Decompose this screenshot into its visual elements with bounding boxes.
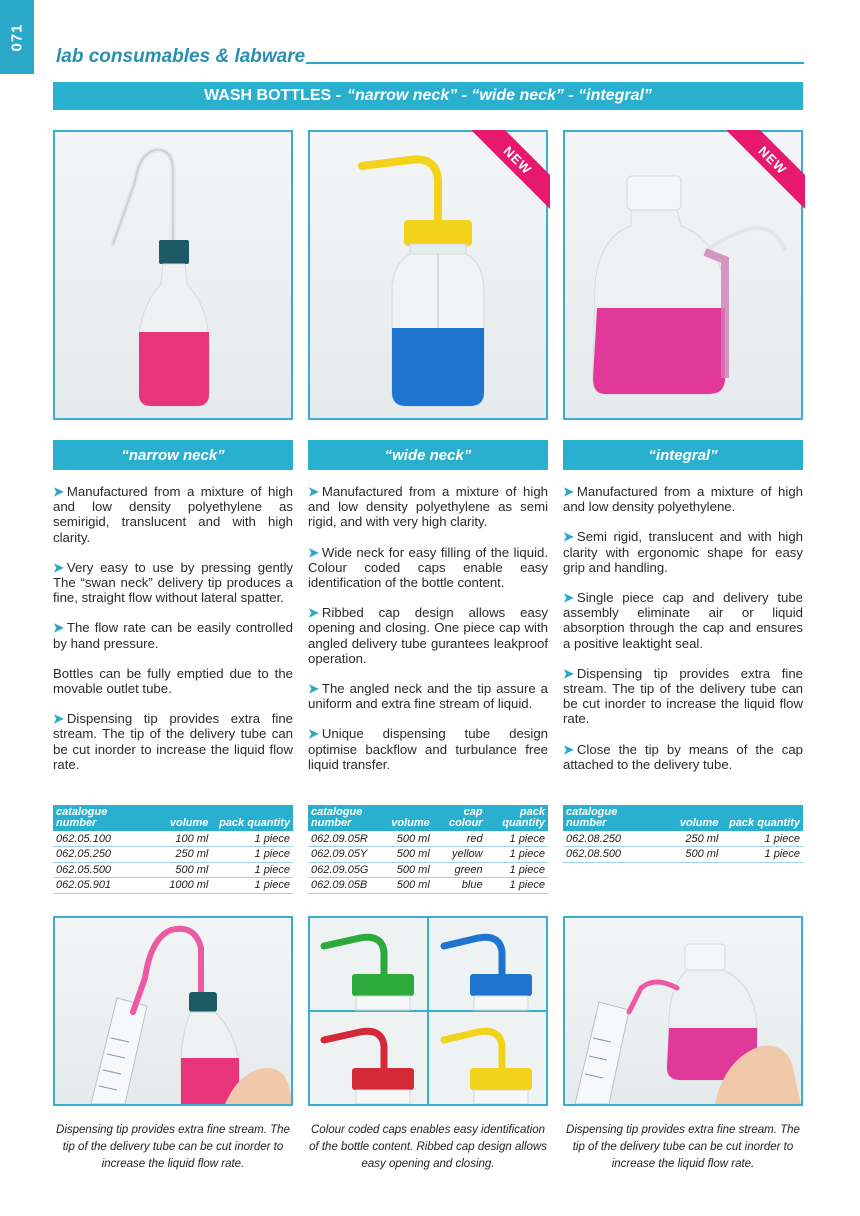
table-row: 062.09.05R 500 ml red 1 piece: [308, 831, 548, 847]
arrow-icon: ➤: [308, 484, 319, 499]
table-row: 062.09.05B 500 ml blue 1 piece: [308, 878, 548, 894]
arrow-icon: ➤: [308, 726, 319, 742]
arrow-icon: ➤: [308, 681, 319, 697]
table-row: 062.08.250 250 ml 1 piece: [563, 831, 803, 847]
arrow-icon: ➤: [308, 605, 319, 621]
description-paragraph: ➤ Wide neck for easy filling of the liquid. Colour coded caps enable easy identification of the bottle content.: [308, 544, 548, 591]
integral-header: “integral”: [563, 440, 803, 470]
integral-description: [563, 484, 803, 787]
table-row: 062.05.250 250 ml 1 piece: [53, 847, 293, 863]
col-cap-colour: cap colour: [433, 805, 486, 831]
arrow-icon: ➤: [563, 741, 574, 757]
col-pack-quantity: pack quantity: [211, 805, 293, 831]
section-title: lab consumables & labware: [56, 46, 306, 67]
banner-subtitle: “narrow neck” - “wide neck” - “integral”: [346, 87, 652, 104]
description-paragraph: ➤ Manufactured from a mixture of high and low density polyethylene as semi rigid, and with very high clarity.: [308, 484, 548, 530]
arrow-icon: ➤: [563, 590, 574, 606]
table-row: 062.05.100 100 ml 1 piece: [53, 831, 293, 847]
narrow-neck-caption: Dispensing tip provides extra fine stream. The tip of the delivery tube can be cut inorder to increase the liquid flow rate.: [56, 1124, 290, 1170]
description-paragraph: ➤ Unique dispensing tube design optimise backflow and turbulance free liquid transfer.: [308, 726, 548, 772]
arrow-icon: ➤: [53, 620, 64, 636]
description-paragraph: ➤ Dispensing tip provides extra fine stream. The tip of the delivery tube can be cut inorder to increase the liquid flow rate.: [563, 665, 803, 727]
description-paragraph: ➤ Single piece cap and delivery tube assembly eliminate air or liquid absorption through the cap and ensures a positive leaktight seal.: [563, 590, 803, 651]
wide-neck-caption: Colour coded caps enables easy identification of the bottle content. Ribbed cap design allows easy opening and closing.: [309, 1124, 547, 1170]
integral-usage-photo: [563, 916, 803, 1106]
table-row: 062.05.901 1000 ml 1 piece: [53, 878, 293, 894]
narrow-neck-bottle-photo: [53, 130, 293, 420]
description-paragraph: ➤ Close the tip by means of the cap attached to the delivery tube.: [563, 741, 803, 772]
table-row: 062.08.500 500 ml 1 piece: [563, 847, 803, 863]
col-pack-quantity: pack quantity: [486, 805, 548, 831]
description-paragraph: ➤ Ribbed cap design allows easy opening and closing. One piece cap with angled delivery tube gurantees leakproof operation.: [308, 605, 548, 666]
wide-neck-description: [308, 484, 548, 787]
integral-caption: Dispensing tip provides extra fine stream. The tip of the delivery tube can be cut inorder to increase the liquid flow rate.: [566, 1124, 800, 1170]
col-catalogue-number: catalogue number: [308, 805, 385, 831]
page-number: 071: [8, 22, 26, 52]
description-paragraph: ➤ Semi rigid, translucent and with high clarity with ergonomic shape for easy grip and handling.: [563, 529, 803, 575]
narrow-neck-header: “narrow neck”: [53, 440, 293, 470]
integral-catalogue-table: [563, 805, 803, 863]
arrow-icon: ➤: [563, 665, 574, 681]
narrow-neck-usage-photo: [53, 916, 293, 1106]
wide-neck-header: “wide neck”: [308, 440, 548, 470]
arrow-icon: ➤: [53, 484, 64, 499]
cap-colour-variants-photo: [308, 916, 548, 1106]
product-banner: [53, 82, 803, 110]
arrow-icon: ➤: [308, 544, 319, 560]
narrow-neck-description: [53, 484, 293, 787]
banner-title: WASH BOTTLES -: [204, 87, 341, 104]
col-volume: volume: [144, 805, 211, 831]
description-paragraph: ➤ The flow rate can be easily controlled by hand pressure.: [53, 620, 293, 651]
arrow-icon: ➤: [563, 484, 574, 499]
description-paragraph: ➤ Manufactured from a mixture of high and low density polyethylene as semirigid, translucent and with high clarity.: [53, 484, 293, 545]
title-rule: [306, 62, 804, 64]
description-paragraph: ➤ Manufactured from a mixture of high and low density polyethylene.: [563, 484, 803, 515]
col-catalogue-number: catalogue number: [53, 805, 144, 831]
wide-neck-catalogue-table: [308, 805, 548, 894]
new-badge: NEW: [470, 130, 550, 210]
table-row: 062.09.05Y 500 ml yellow 1 piece: [308, 847, 548, 863]
description-paragraph: ➤ Dispensing tip provides extra fine stream. The tip of the delivery tube can be cut inorder to increase the liquid flow rate.: [53, 711, 293, 772]
new-badge: NEW: [725, 130, 805, 210]
table-row: 062.09.05G 500 ml green 1 piece: [308, 862, 548, 878]
col-pack-quantity: pack quantity: [721, 805, 803, 831]
arrow-icon: ➤: [53, 711, 64, 727]
col-volume: volume: [385, 805, 433, 831]
arrow-icon: ➤: [563, 529, 574, 545]
narrow-neck-catalogue-table: [53, 805, 293, 894]
col-volume: volume: [654, 805, 721, 831]
description-paragraph: ➤ The angled neck and the tip assure a uniform and extra fine stream of liquid.: [308, 681, 548, 712]
table-row: 062.05.500 500 ml 1 piece: [53, 862, 293, 878]
description-paragraph: Bottles can be fully emptied due to the movable outlet tube.: [53, 665, 293, 697]
col-catalogue-number: catalogue number: [563, 805, 654, 831]
description-paragraph: ➤ Very easy to use by pressing gently The “swan neck” delivery tip produces a fine, straight flow without lateral spatter.: [53, 559, 293, 606]
arrow-icon: ➤: [53, 559, 64, 575]
